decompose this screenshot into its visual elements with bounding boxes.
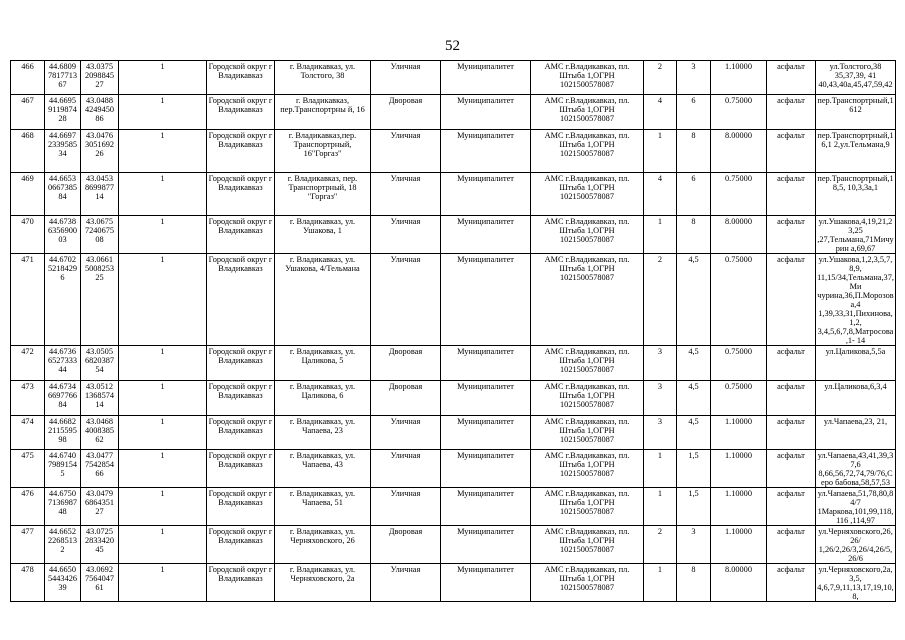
cell-longitude: 43.0375 2098845 27 [81,61,119,95]
cell-address: г. Владикавказ, ул. Ушакова, 1 [275,216,371,254]
cell-latitude: 44.6652 2268513 2 [45,526,81,564]
cell-area: 1.10000 [711,416,767,450]
cell-latitude: 44.6740 7989154 5 [45,450,81,488]
cell-area: 0.75000 [711,381,767,416]
cell-operator: АМС г.Владикавказ, пл. Штыба 1,ОГРН 1021500578087 [531,95,644,130]
cell-address: г. Владикавказ, ул. Чапаева, 51 [275,488,371,526]
cell-longitude: 43.0488 4249450 86 [81,95,119,130]
cell-site-type: Уличная [371,416,441,450]
cell-surface: асфальт [767,216,816,254]
cell-container-volume: 4,5 [677,381,711,416]
cell-operator: АМС г.Владикавказ, пл. Штыба 1,ОГРН 1021500578087 [531,450,644,488]
cell-bin-count: 1 [119,254,207,346]
table-row [11,130,896,173]
cell-owner: Муниципалитет [441,416,531,450]
cell-site-type: Дворовая [371,526,441,564]
cell-operator: АМС г.Владикавказ, пл. Штыба 1,ОГРН 1021500578087 [531,564,644,602]
cell-container-count: 2 [644,526,677,564]
cell-owner: Муниципалитет [441,526,531,564]
table-row [11,564,896,602]
cell-operator: АМС г.Владикавказ, пл. Штыба 1,ОГРН 1021500578087 [531,130,644,173]
cell-row-number: 467 [11,95,45,130]
cell-served-streets: пер.Транспортрный,1612 [816,95,896,130]
cell-container-volume: 8 [677,564,711,602]
cell-district: Городской округ г Владикавказ [207,216,275,254]
cell-address: г. Владикавказ, пер.Транспортрны й, 16 [275,95,371,130]
table-row [11,416,896,450]
cell-served-streets: ул.Цаликова,5,5а [816,346,896,381]
table-row [11,488,896,526]
cell-area: 8.00000 [711,564,767,602]
cell-area: 0.75000 [711,254,767,346]
cell-operator: АМС г.Владикавказ, пл. Штыба 1,ОГРН 1021500578087 [531,216,644,254]
cell-row-number: 476 [11,488,45,526]
table-row [11,526,896,564]
cell-container-volume: 4,5 [677,346,711,381]
cell-district: Городской округ г Владикавказ [207,450,275,488]
cell-district: Городской округ г Владикавказ [207,381,275,416]
cell-district: Городской округ г Владикавказ [207,61,275,95]
cell-bin-count: 1 [119,381,207,416]
cell-owner: Муниципалитет [441,61,531,95]
cell-surface: асфальт [767,526,816,564]
cell-bin-count: 1 [119,488,207,526]
cell-container-volume: 8 [677,130,711,173]
cell-area: 0.75000 [711,173,767,216]
cell-bin-count: 1 [119,173,207,216]
cell-district: Городской округ г Владикавказ [207,173,275,216]
cell-served-streets: ул.Черняховского,26,26/ 1,26/2,26/3,26/4,26/5,26/6 [816,526,896,564]
cell-address: г. Владикавказ, ул. Черняховского, 2а [275,564,371,602]
cell-served-streets: ул.Чапаева,51,78,80,84/7 1Маркова,101,99,118,116 ,114,97 [816,488,896,526]
cell-container-count: 3 [644,381,677,416]
cell-area: 0.75000 [711,95,767,130]
cell-surface: асфальт [767,416,816,450]
cell-container-volume: 4,5 [677,254,711,346]
cell-longitude: 43.0453 8699877 14 [81,173,119,216]
cell-container-count: 2 [644,61,677,95]
cell-latitude: 44.6809 7817713 67 [45,61,81,95]
cell-owner: Муниципалитет [441,450,531,488]
cell-row-number: 469 [11,173,45,216]
cell-address: г. Владикавказ, пер. Транспортрный, 18 "Горгаз" [275,173,371,216]
cell-area: 0.75000 [711,346,767,381]
table-row [11,254,896,346]
cell-surface: асфальт [767,381,816,416]
table-row [11,173,896,216]
registry-rows [11,61,896,602]
cell-owner: Муниципалитет [441,488,531,526]
table-row [11,216,896,254]
cell-owner: Муниципалитет [441,254,531,346]
cell-bin-count: 1 [119,416,207,450]
cell-operator: АМС г.Владикавказ, пл. Штыба 1,ОГРН 1021500578087 [531,346,644,381]
cell-row-number: 478 [11,564,45,602]
cell-site-type: Уличная [371,130,441,173]
cell-area: 8.00000 [711,216,767,254]
cell-row-number: 472 [11,346,45,381]
table-row [11,450,896,488]
cell-address: г. Владикавказ, ул. Цаликова, 6 [275,381,371,416]
cell-longitude: 43.0725 2833420 45 [81,526,119,564]
cell-bin-count: 1 [119,216,207,254]
cell-area: 1.10000 [711,488,767,526]
cell-surface: асфальт [767,564,816,602]
cell-address: г. Владикавказ, ул. Ушакова, 4/Тельмана [275,254,371,346]
cell-bin-count: 1 [119,346,207,381]
cell-latitude: 44.6736 6527333 44 [45,346,81,381]
cell-area: 1.10000 [711,61,767,95]
cell-owner: Муниципалитет [441,95,531,130]
cell-site-type: Уличная [371,61,441,95]
cell-row-number: 474 [11,416,45,450]
cell-site-type: Дворовая [371,381,441,416]
cell-served-streets: ул.Толстого,38 35,37,39, 41 40,43,40а,45,47,59,42 [816,61,896,95]
cell-container-count: 4 [644,95,677,130]
cell-owner: Муниципалитет [441,130,531,173]
cell-container-count: 3 [644,416,677,450]
cell-container-count: 1 [644,564,677,602]
cell-row-number: 477 [11,526,45,564]
cell-container-volume: 3 [677,526,711,564]
cell-surface: асфальт [767,61,816,95]
cell-container-count: 1 [644,450,677,488]
cell-row-number: 475 [11,450,45,488]
cell-district: Городской округ г Владикавказ [207,526,275,564]
cell-row-number: 466 [11,61,45,95]
cell-operator: АМС г.Владикавказ, пл. Штыба 1,ОГРН 1021500578087 [531,416,644,450]
cell-surface: асфальт [767,254,816,346]
cell-row-number: 470 [11,216,45,254]
cell-district: Городской округ г Владикавказ [207,488,275,526]
cell-latitude: 44.6695 9119874 28 [45,95,81,130]
cell-container-volume: 1,5 [677,450,711,488]
cell-owner: Муниципалитет [441,173,531,216]
cell-container-count: 4 [644,173,677,216]
cell-container-count: 2 [644,254,677,346]
cell-container-volume: 6 [677,95,711,130]
cell-site-type: Уличная [371,450,441,488]
cell-district: Городской округ г Владикавказ [207,416,275,450]
cell-served-streets: ул.Ушакова,1,2,3,5,7,8,9, 11,15/34,Тельмана,37,Ми чурина,36,П.Морозова,4 1,39,33,31,Пихинова,1,2, 3,4,5,6,7,8,Матросова,1- 14 [817,255,894,345]
cell-longitude: 43.0476 3051692 26 [81,130,119,173]
cell-site-type: Дворовая [371,346,441,381]
cell-bin-count: 1 [119,564,207,602]
cell-container-volume: 8 [677,216,711,254]
cell-longitude: 43.0468 4008385 62 [81,416,119,450]
cell-row-number: 468 [11,130,45,173]
cell-site-type: Уличная [371,564,441,602]
cell-district: Городской округ г Владикавказ [207,130,275,173]
cell-container-volume: 6 [677,173,711,216]
cell-surface: асфальт [767,450,816,488]
cell-operator: АМС г.Владикавказ, пл. Штыба 1,ОГРН 1021500578087 [531,61,644,95]
cell-address: г. Владикавказ, ул. Чапаева, 43 [275,450,371,488]
cell-served-streets: пер.Транспортрный,18,5, 10,3,3а,1 [816,173,896,216]
cell-district: Городской округ г Владикавказ [207,564,275,602]
cell-surface: асфальт [767,346,816,381]
cell-owner: Муниципалитет [441,216,531,254]
cell-latitude: 44.6734 6697766 84 [45,381,81,416]
cell-container-volume: 1,5 [677,488,711,526]
cell-site-type: Уличная [371,488,441,526]
cell-bin-count: 1 [119,95,207,130]
cell-operator: АМС г.Владикавказ, пл. Штыба 1,ОГРН 1021500578087 [531,488,644,526]
cell-address: г. Владикавказ,пер. Транспортрный, 16"Горгаз" [275,130,371,173]
cell-site-type: Уличная [371,173,441,216]
cell-served-streets: ул.Цаликова,6,3,4 [816,381,896,416]
cell-longitude: 43.0661 5008253 25 [81,254,119,346]
cell-latitude: 44.6702 5218429 6 [45,254,81,346]
cell-served-streets: ул.Черняховского,2а,3,5, 4,6,7,9,11,13,17,19,10,8, [817,565,894,601]
cell-latitude: 44.6738 6356900 03 [45,216,81,254]
cell-longitude: 43.0675 7240675 08 [81,216,119,254]
cell-container-count: 3 [644,346,677,381]
cell-longitude: 43.0692 7564047 61 [81,564,119,602]
cell-bin-count: 1 [119,450,207,488]
cell-operator: АМС г.Владикавказ, пл. Штыба 1,ОГРН 1021500578087 [531,254,644,346]
cell-container-count: 1 [644,216,677,254]
table-row [11,61,896,95]
cell-owner: Муниципалитет [441,381,531,416]
cell-longitude: 43.0479 6864351 27 [81,488,119,526]
cell-latitude: 44.6682 2115595 98 [45,416,81,450]
cell-longitude: 43.0512 1368574 14 [81,381,119,416]
cell-latitude: 44.6653 0667385 84 [45,173,81,216]
registry-table [10,60,896,602]
cell-address: г. Владикавказ, ул. Чапаева, 23 [275,416,371,450]
cell-address: г. Владикавказ, ул. Толстого, 38 [275,61,371,95]
cell-district: Городской округ г Владикавказ [207,346,275,381]
cell-site-type: Уличная [371,216,441,254]
cell-surface: асфальт [767,130,816,173]
cell-owner: Муниципалитет [441,564,531,602]
cell-served-streets: ул.Чапаева,23, 21, [816,416,896,450]
cell-bin-count: 1 [119,526,207,564]
cell-container-count: 1 [644,488,677,526]
cell-row-number: 471 [11,254,45,346]
cell-row-number: 473 [11,381,45,416]
cell-site-type: Дворовая [371,95,441,130]
cell-surface: асфальт [767,488,816,526]
cell-owner: Муниципалитет [441,346,531,381]
cell-area: 1.10000 [711,526,767,564]
cell-container-count: 1 [644,130,677,173]
cell-latitude: 44.6750 7136987 48 [45,488,81,526]
cell-district: Городской округ г Владикавказ [207,254,275,346]
cell-area: 8.00000 [711,130,767,173]
cell-container-volume: 3 [677,61,711,95]
cell-latitude: 44.6650 5443426 39 [45,564,81,602]
cell-longitude: 43.0505 6820387 54 [81,346,119,381]
cell-bin-count: 1 [119,61,207,95]
cell-operator: АМС г.Владикавказ, пл. Штыба 1,ОГРН 1021500578087 [531,381,644,416]
cell-operator: АМС г.Владикавказ, пл. Штыба 1,ОГРН 1021500578087 [531,526,644,564]
page-number: 52 [445,38,460,54]
cell-operator: АМС г.Владикавказ, пл. Штыба 1,ОГРН 1021500578087 [531,173,644,216]
cell-latitude: 44.6697 2339585 34 [45,130,81,173]
cell-served-streets: ул.Ушакова,4,19,21,23,25 ,27,Тельмана,71Мичурин а,69,67 [817,217,894,253]
cell-surface: асфальт [767,173,816,216]
cell-longitude: 43.0477 7542854 66 [81,450,119,488]
cell-area: 1.10000 [711,450,767,488]
cell-bin-count: 1 [119,130,207,173]
cell-site-type: Уличная [371,254,441,346]
cell-address: г. Владикавказ, ул. Черняховского, 26 [275,526,371,564]
table-row [11,95,896,130]
cell-address: г. Владикавказ, ул. Цаликова, 5 [275,346,371,381]
table-row [11,346,896,381]
table-row [11,381,896,416]
cell-surface: асфальт [767,95,816,130]
cell-served-streets: ул.Чапаева,43,41,39,37,6 8,66,56,72,74,79/76,Серо бабова,58,57,53 [816,450,896,488]
cell-served-streets: пер.Транспортрный,16,1 2,ул.Тельмана,9 [816,130,896,173]
cell-district: Городской округ г Владикавказ [207,95,275,130]
cell-container-volume: 4,5 [677,416,711,450]
